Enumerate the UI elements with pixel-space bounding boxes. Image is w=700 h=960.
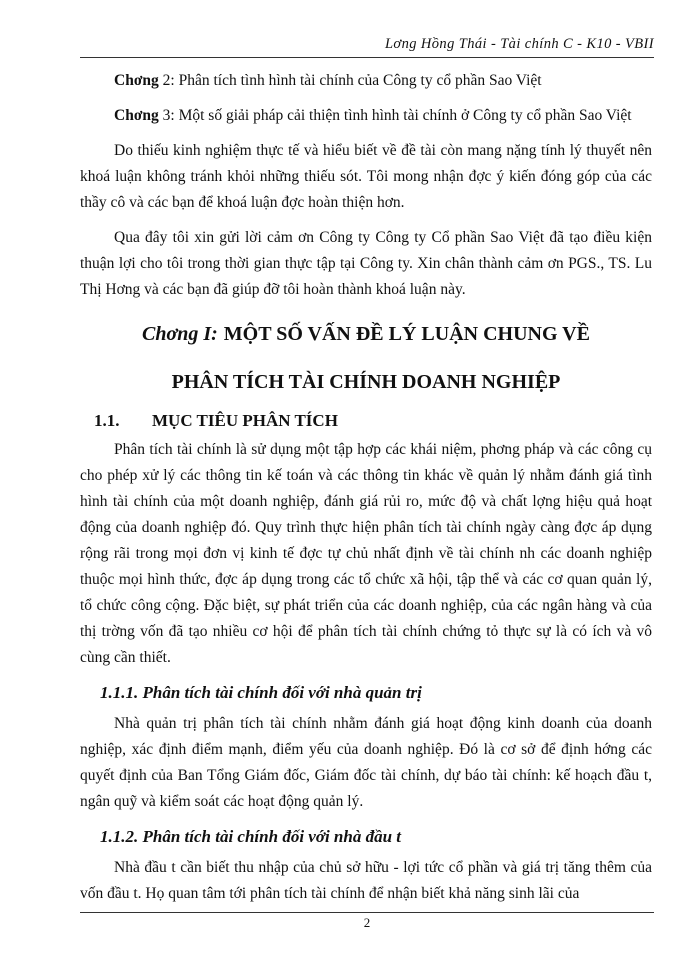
section-1-1-1-heading: 1.1.1. Phân tích tài chính đối với nhà quản trị — [100, 683, 422, 702]
page-number: 2 — [363, 915, 371, 930]
chapter-2-text: 2: Phân tích tình hình tài chính của Công ty cổ phần Sao Việt — [162, 72, 542, 89]
chapter-3-text: 3: Một số giải pháp cải thiện tình hình tài chính ở Công ty cổ phần Sao Việt — [162, 107, 632, 124]
section-1-1-paragraph: Phân tích tài chính là sử dụng một tập hợp các khái niệm, phơng pháp và các công cụ cho phép xử lý các thông tin kế toán và các thông tin khác về quản lý nhằm đánh giá tình hình tài chính của một doanh nghiệp, đánh giá rủi ro, mức độ và chất lợng hiệu quả hoạt động của doanh nghiệp đó. Quy trình thực hiện phân tích tài chính ngày càng đợc áp dụng rộng rãi trong mọi đơn vị kinh tế đợc tự chủ nhất định về tài chính nh các doanh nghiệp thuộc mọi hình thức, đợc áp dụng trong các tổ chức xã hội, tập thể và các cơ quan quản lý, tổ chức công cộng. Đặc biệt, sự phát triển của các doanh nghiệp, của các ngân hàng và của thị trờng vốn đã tạo nhiều cơ hội để phân tích tài chính chứng tỏ thực sự là có ích và vô cùng cần thiết. — [80, 441, 652, 666]
section-1-1-1-paragraph: Nhà quản trị phân tích tài chính nhằm đánh giá hoạt động kinh doanh của doanh nghiệp, xác định điểm mạnh, điểm yếu của doanh nghiệp. Đó là cơ sở để định hớng các quyết định của Ban Tổng Giám đốc, Giám đốc tài chính, dự báo tài chính: kế hoạch đầu t, ngân quỹ và kiểm soát các hoạt động quản lý. — [80, 715, 652, 810]
chapter-3-label: Chơng — [114, 107, 159, 124]
chapter-heading-line-2: PHÂN TÍCH TÀI CHÍNH DOANH NGHIỆP — [171, 371, 561, 393]
chapter-heading-line-1 — [80, 317, 652, 351]
running-header: Lơng Hồng Thái - Tài chính C - K10 - VBII — [384, 36, 654, 52]
intro-paragraph-1: Do thiếu kinh nghiệm thực tế và hiểu biết về đề tài còn mang nặng tính lý thuyết nên khoá luận không tránh khỏi những thiếu sót. Tôi mong nhận đợc ý kiến đóng góp của các thầy cô và các bạn để khoá luận đợc hoàn thiện hơn. — [80, 142, 652, 211]
chapter-2-summary — [80, 68, 652, 94]
chapter-2-label: Chơng — [114, 72, 159, 89]
footer-rule — [80, 912, 654, 913]
chapter-label: Chơng I: — [142, 323, 218, 345]
section-1-1-title: MỤC TIÊU PHÂN TÍCH — [152, 411, 338, 430]
header-rule — [80, 57, 654, 58]
intro-paragraph-2: Qua đây tôi xin gửi lời cảm ơn Công ty Công ty Cổ phần Sao Việt đã tạo điều kiện thuận lợi cho tôi trong thời gian thực tập tại Công ty. Xin chân thành cảm ơn PGS., TS. Lu Thị Hơng và các bạn đã giúp đỡ tôi hoàn thành khoá luận này. — [80, 229, 652, 298]
page-body — [80, 68, 652, 907]
section-1-1-number: 1.1. — [94, 411, 120, 430]
chapter-title-line-1: MỘT SỐ VẤN ĐỀ LÝ LUẬN CHUNG VỀ — [223, 323, 590, 345]
section-1-1-2-paragraph: Nhà đầu t cần biết thu nhập của chủ sở hữu - lợi tức cổ phần và giá trị tăng thêm của vốn đầu t. Họ quan tâm tới phân tích tài chính để nhận biết khả năng sinh lãi của — [80, 859, 652, 902]
section-1-1-2-heading: 1.1.2. Phân tích tài chính đối với nhà đầu t — [100, 827, 402, 846]
chapter-3-summary — [80, 103, 652, 129]
section-1-1-heading — [80, 411, 652, 431]
